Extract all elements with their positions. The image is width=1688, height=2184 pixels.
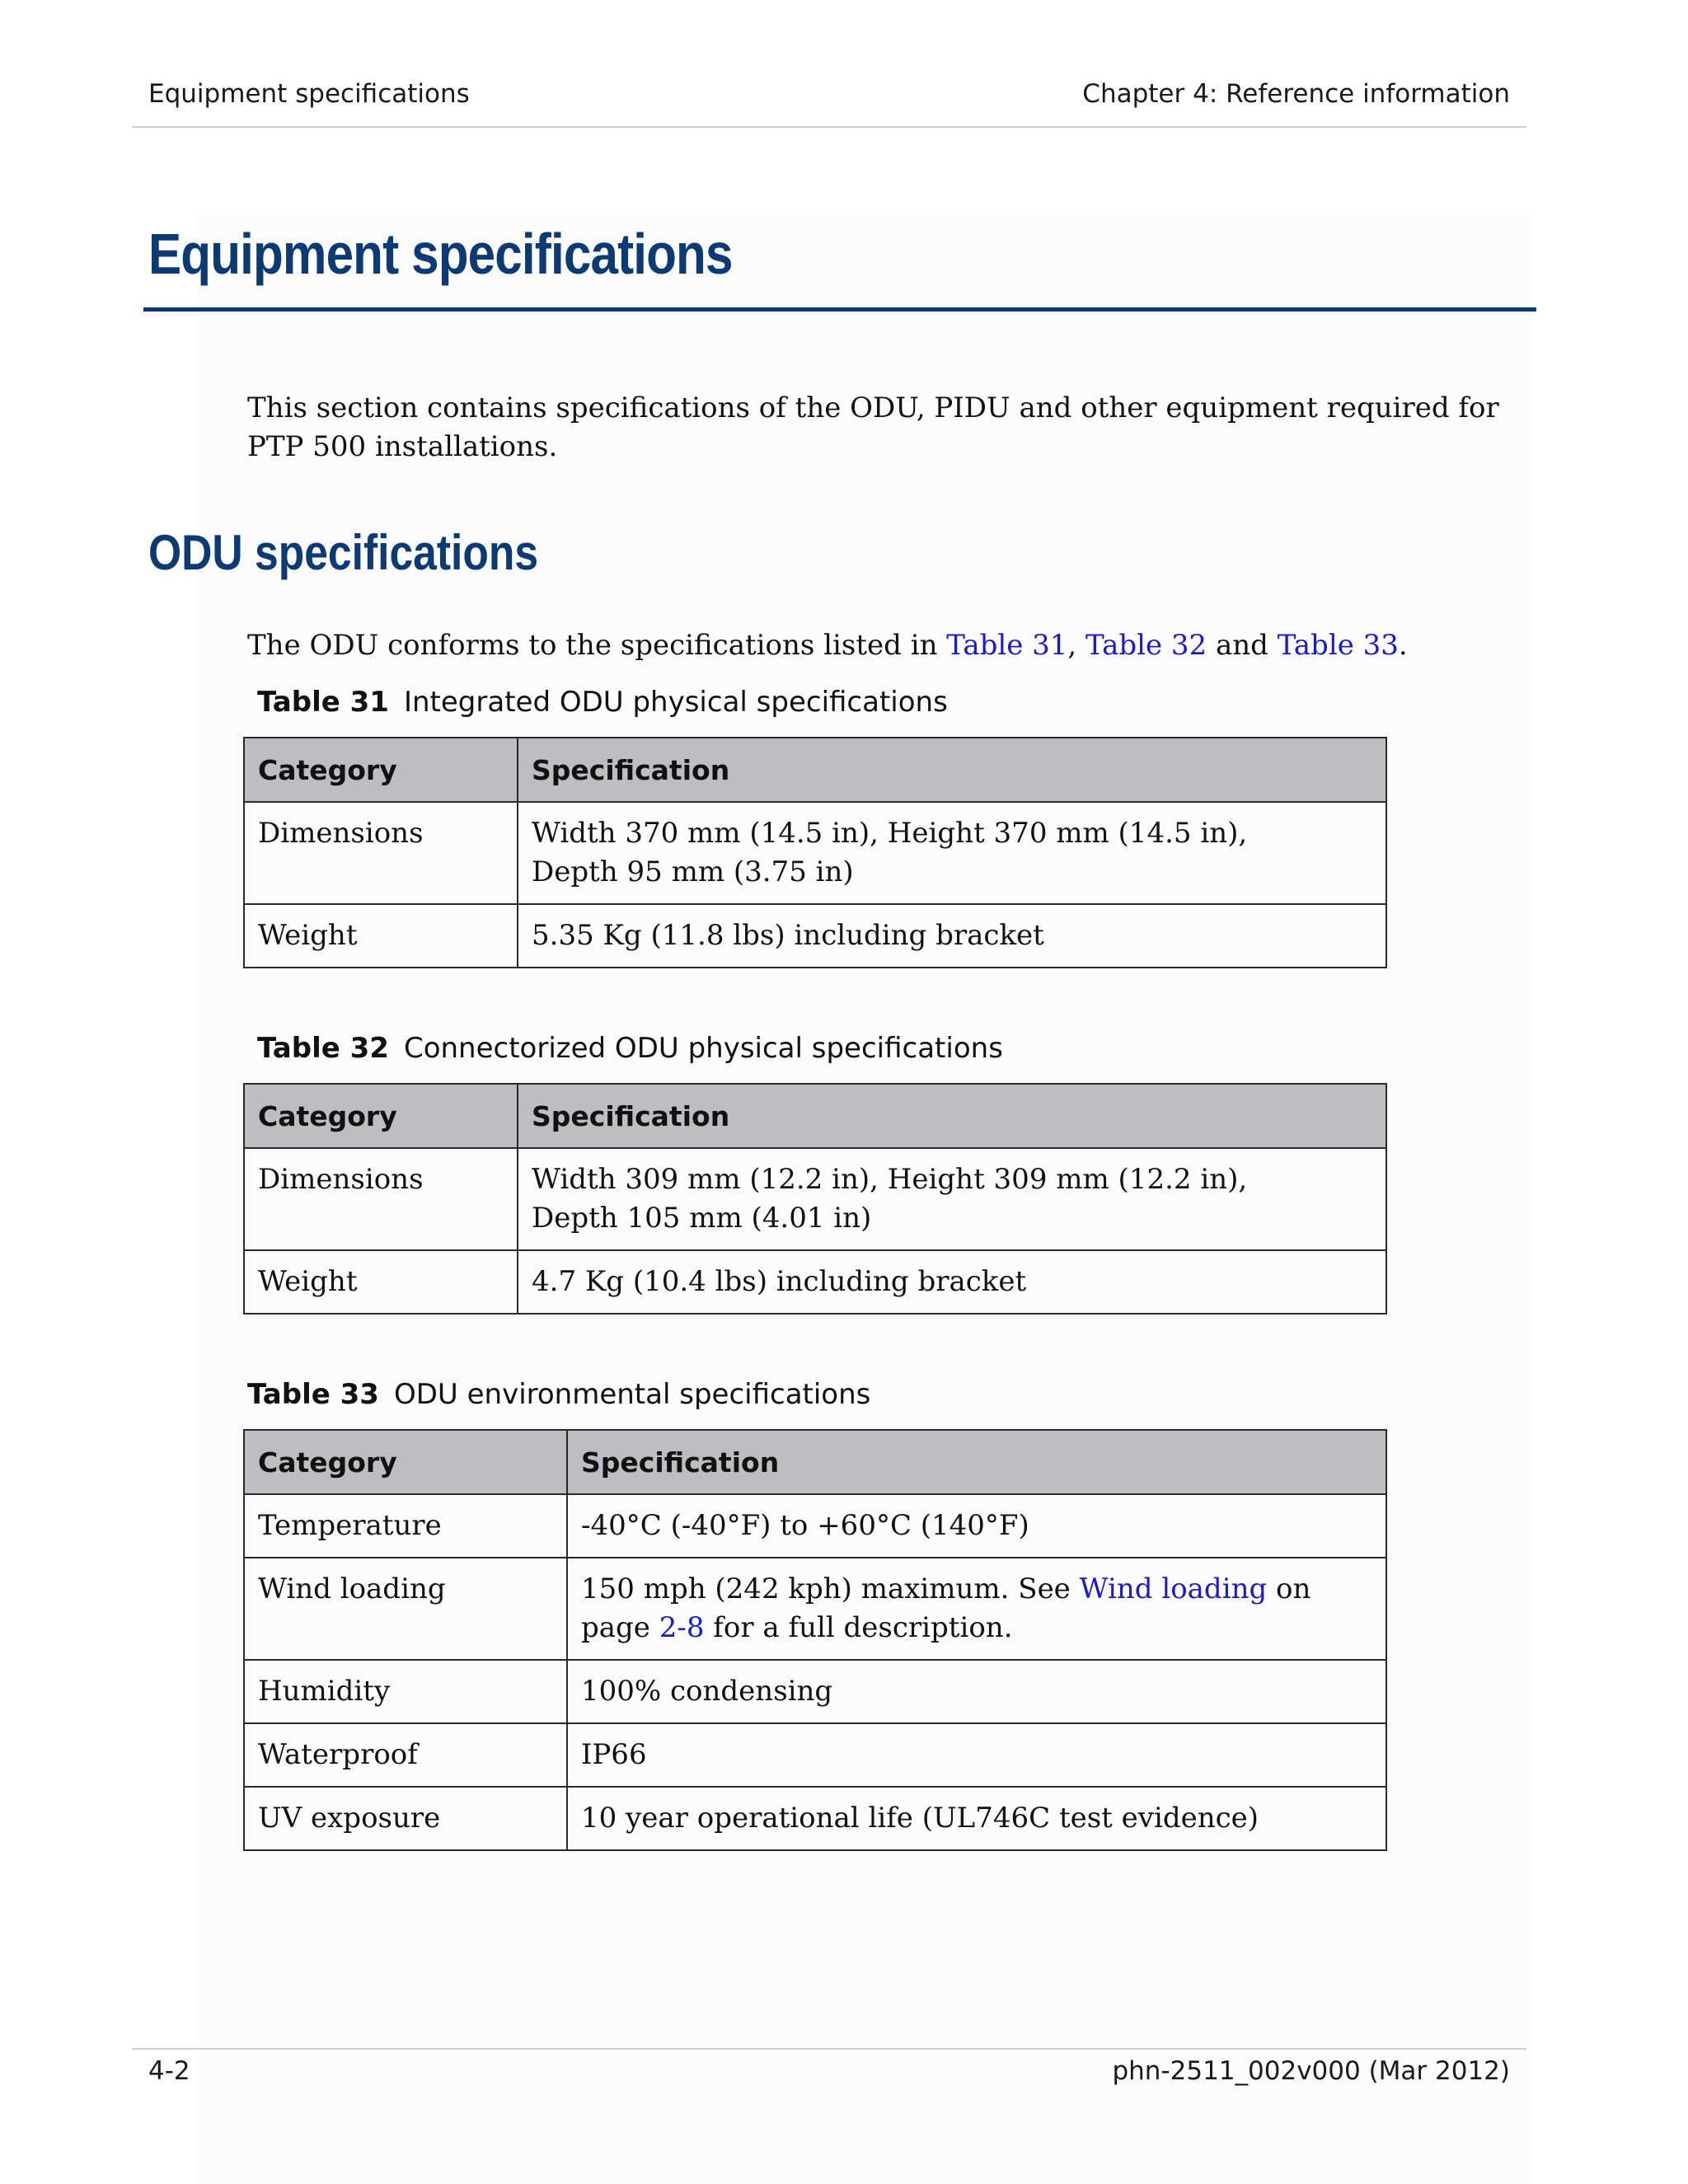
cell-category: UV exposure <box>244 1787 567 1850</box>
odu-conformance-paragraph <box>247 626 1408 665</box>
table-caption-text: ODU environmental specifications <box>393 1378 871 1411</box>
header-section-name: Equipment specifications <box>148 79 470 109</box>
column-header-specification: Specification <box>567 1430 1386 1494</box>
table-header-row <box>244 1430 1386 1494</box>
table-row <box>244 1660 1386 1723</box>
table-row <box>244 904 1386 968</box>
table-header-row <box>244 738 1386 802</box>
spec-line: Depth 95 mm (3.75 in) <box>532 855 854 888</box>
header-chapter-name: Chapter 4: Reference information <box>1082 79 1510 109</box>
cell-category: Temperature <box>244 1494 567 1558</box>
table-row <box>244 1723 1386 1787</box>
cell-specification <box>518 802 1386 904</box>
conformance-text: The ODU conforms to the specifications listed in <box>247 629 947 662</box>
title-divider <box>143 307 1536 312</box>
cell-category: Weight <box>244 904 518 968</box>
column-header-category: Category <box>244 738 518 802</box>
table-number: Table 33 <box>247 1378 379 1411</box>
cell-specification <box>518 1148 1386 1250</box>
page-title: Equipment specifications <box>148 222 733 286</box>
table-row <box>244 1148 1386 1250</box>
spec-line: Width 309 mm (12.2 in), Height 309 mm (12.2 in), <box>532 1163 1248 1196</box>
cell-specification <box>567 1558 1386 1660</box>
header-divider <box>132 126 1526 128</box>
cell-specification: 100% condensing <box>567 1660 1386 1723</box>
table-row <box>244 1558 1386 1660</box>
link-page-2-8[interactable]: 2-8 <box>659 1611 705 1644</box>
link-table-31[interactable]: Table 31 <box>946 629 1068 662</box>
intro-paragraph: This section contains specifications of the ODU, PIDU and other equipment required for PTP 500 installations. <box>247 391 1499 463</box>
link-table-32[interactable]: Table 32 <box>1085 629 1207 662</box>
section-title-odu: ODU specifications <box>148 525 539 580</box>
spec-text: 150 mph (242 kph) maximum. See <box>581 1572 1080 1605</box>
cell-category: Dimensions <box>244 1148 518 1250</box>
link-table-33[interactable]: Table 33 <box>1277 629 1399 662</box>
table-row <box>244 802 1386 904</box>
separator-text: and <box>1207 629 1278 662</box>
table-row <box>244 1494 1386 1558</box>
page-footer <box>148 2056 1510 2086</box>
table-header-row <box>244 1084 1386 1148</box>
footer-divider <box>132 2048 1526 2050</box>
cell-category: Humidity <box>244 1660 567 1723</box>
spec-text: page <box>581 1611 659 1644</box>
spec-line: Width 370 mm (14.5 in), Height 370 mm (14.5 in), <box>532 817 1248 850</box>
table-row <box>244 1787 1386 1850</box>
cell-category: Dimensions <box>244 802 518 904</box>
spec-text: for a full description. <box>704 1611 1013 1644</box>
table-number: Table 32 <box>257 1032 389 1065</box>
cell-specification: 10 year operational life (UL746C test evidence) <box>567 1787 1386 1850</box>
table-caption-text: Connectorized ODU physical specifications <box>403 1032 1003 1065</box>
column-header-category: Category <box>244 1430 567 1494</box>
period-text: . <box>1398 629 1408 662</box>
table-33 <box>243 1429 1387 1851</box>
column-header-specification: Specification <box>518 738 1386 802</box>
document-id: phn-2511_002v000 (Mar 2012) <box>1112 2056 1510 2086</box>
cell-specification: -40°C (-40°F) to +60°C (140°F) <box>567 1494 1386 1558</box>
column-header-specification: Specification <box>518 1084 1386 1148</box>
page-header <box>148 79 1510 109</box>
table-31-caption <box>257 686 948 719</box>
table-number: Table 31 <box>257 686 389 719</box>
table-32-caption <box>257 1032 1003 1065</box>
spec-line: Depth 105 mm (4.01 in) <box>532 1202 872 1235</box>
table-33-caption <box>247 1378 870 1411</box>
column-header-category: Category <box>244 1084 518 1148</box>
table-caption-text: Integrated ODU physical specifications <box>403 686 948 719</box>
page-number: 4-2 <box>148 2056 190 2086</box>
table-32 <box>243 1083 1387 1315</box>
spec-text: on <box>1267 1572 1311 1605</box>
cell-category: Weight <box>244 1250 518 1314</box>
separator-text: , <box>1067 629 1086 662</box>
cell-specification: IP66 <box>567 1723 1386 1787</box>
cell-specification: 5.35 Kg (11.8 lbs) including bracket <box>518 904 1386 968</box>
table-31 <box>243 737 1387 968</box>
table-row <box>244 1250 1386 1314</box>
link-wind-loading[interactable]: Wind loading <box>1079 1572 1268 1605</box>
cell-category: Waterproof <box>244 1723 567 1787</box>
cell-category: Wind loading <box>244 1558 567 1660</box>
cell-specification: 4.7 Kg (10.4 lbs) including bracket <box>518 1250 1386 1314</box>
